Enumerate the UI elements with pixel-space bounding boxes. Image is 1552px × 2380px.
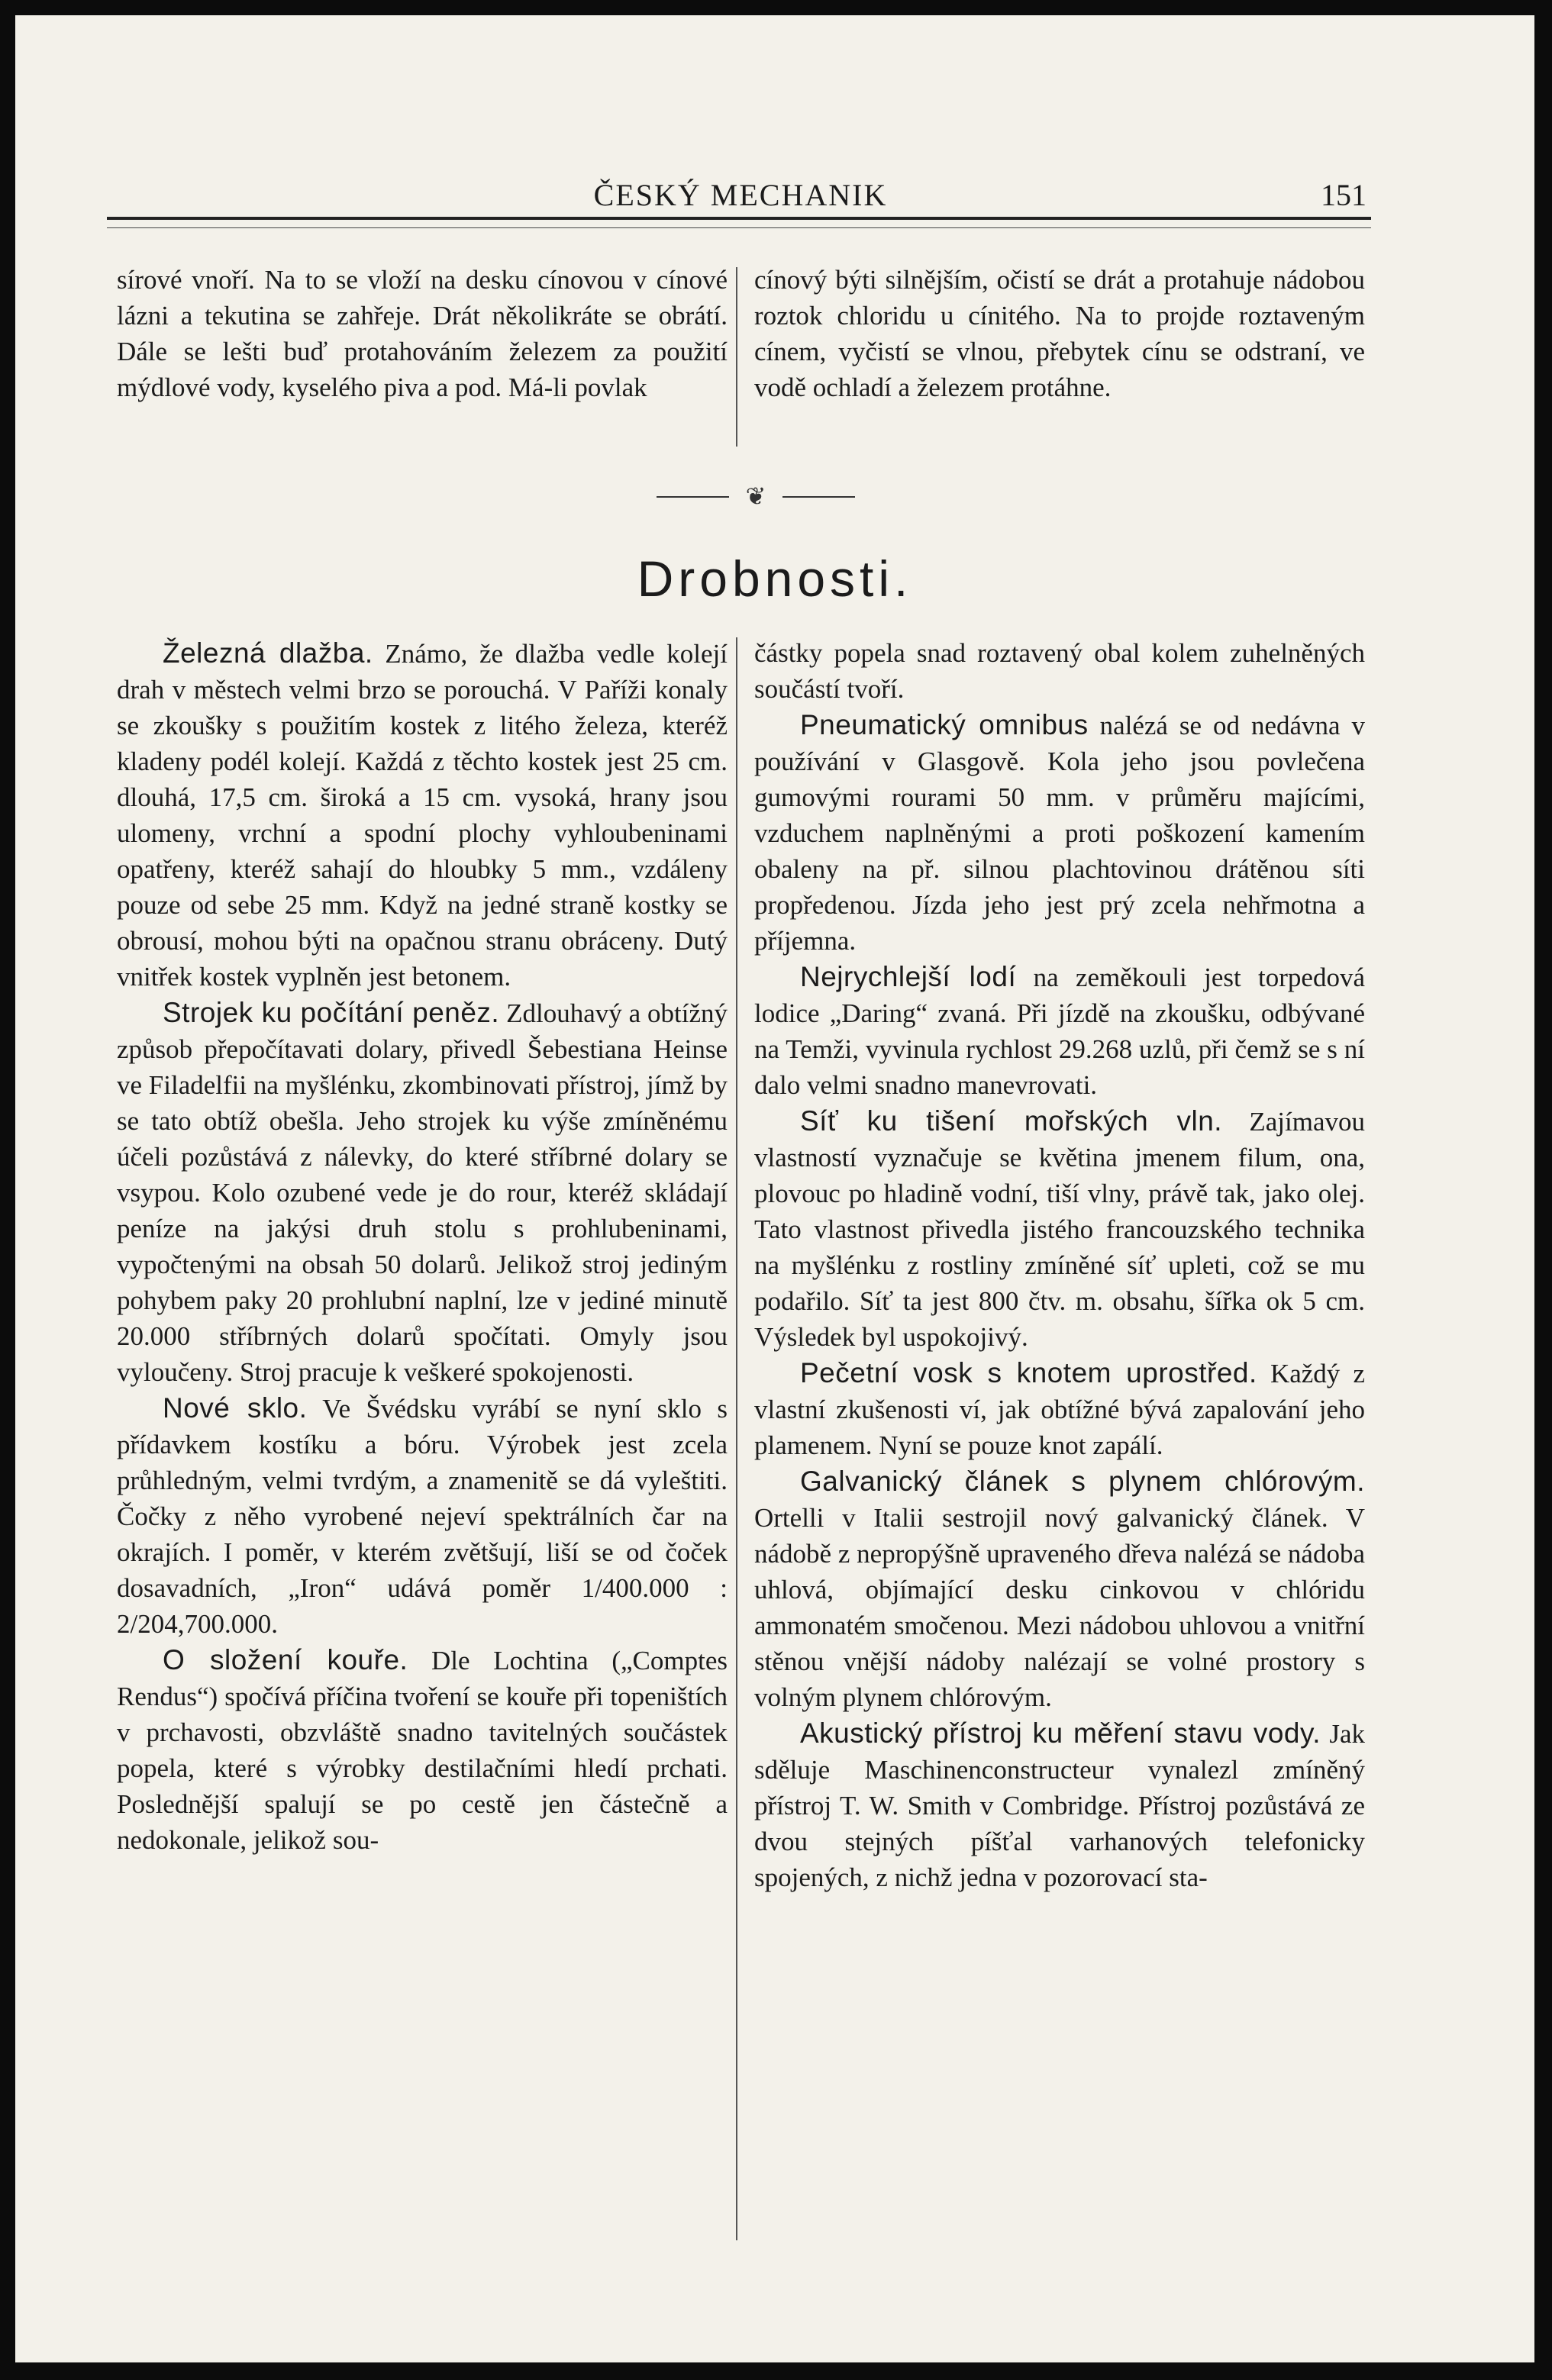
article-nove-sklo bbox=[117, 1390, 728, 1642]
article-text: Zajímavou vlastností vyznačuje se květina jmenem filum, ona, plovouc po hladině vodní, tiší vlny, právě tak, jako olej. Tato vlastnost přivedla jistého francouzského technika na myšlénku z rostliny zmíněné síť upleti, což se mu podařilo. Síť ta jest 800 čtv. m. obsahu, šířka ok 5 cm. Výsledek byl uspokojivý. bbox=[754, 1107, 1366, 1352]
column-divider-top bbox=[736, 267, 737, 447]
article-text: Ve Švédsku vyrábí se nyní sklo s přídavkem kostíku a bóru. Výrobek jest zcela průhledným, velmi tvrdým, a znamenitě se dá vyleštiti. Čočky z něho vyrobené nejeví spektrálních čar na okrajích. I poměr, v kterém zvětšují, liší se od čoček dosavadních, „Iron“ udává poměr 1/400.000 : 2/204,700.000. bbox=[117, 1394, 728, 1639]
article-text: Zdlouhavý a obtížný způsob přepočítavati dolary, přivedl Šebestiana Heinse ve Filadelfii na myšlénku, zkombinovati přístroj, jímž by se tato obtíž obešla. Jeho strojek ku výše zmíněnému účeli pozůstává z nálevky, do které stříbrné dolary se vsypou. Kolo ozubené vede je do rour, kteréž skládají peníze na jakýsi druh stolu s prohlubeninami, vypočtenými na obsah 50 dolarů. Jelikož stroj jediným pohybem paky 20 prohlubní naplní, lze v jediné minutě 20.000 stříbrných dolarů spočítati. Omyly jsou vyloučeny. Stroj pracuje k veškeré spokojenosti. bbox=[117, 998, 728, 1387]
ornament-divider: ❦ bbox=[657, 481, 855, 511]
header-rule-thin bbox=[107, 227, 1371, 228]
column-divider-main bbox=[736, 637, 737, 2240]
article-slozeni-koure bbox=[117, 1642, 728, 1858]
article-heading: Galvanický článek s plynem chlórovým. bbox=[800, 1466, 1365, 1497]
right-column bbox=[754, 635, 1365, 1895]
article-akusticky-pristroj bbox=[754, 1715, 1365, 1895]
article-text: částky popela snad roztavený obal kolem zuhelněných součástí tvoří. bbox=[754, 638, 1365, 704]
continued-text-left: sírové vnoří. Na to se vloží na desku cínovou v cínové lázni a tekutina se zahřeje. Drát několikráte se obrátí. Dále se lešti buď protahováním železem za použití mýdlové vody, kyselého piva a pod. Má-li povlak bbox=[117, 265, 728, 402]
article-text: nalézá se od nedávna v používání v Glasgově. Kola jeho jsou povlečena gumovými rourami 50 mm. v průměru majícími, vzduchem naplněnými a proti poškození kamením obaleny na př. silnou plachtovinou drátěnou síti propředenou. Jízda jeho jest prý zcela nehřmotna a příjemna. bbox=[754, 711, 1365, 956]
article-heading: O složení kouře. bbox=[163, 1644, 408, 1675]
article-pneumaticky-omnibus bbox=[754, 707, 1365, 959]
journal-title: ČESKÝ MECHANIK bbox=[593, 178, 888, 212]
page bbox=[15, 15, 1534, 2362]
article-heading: Železná dlažba. bbox=[163, 637, 373, 669]
article-heading: Nejrychlejší lodí bbox=[800, 961, 1017, 992]
article-galvanicky-clanek bbox=[754, 1463, 1365, 1715]
article-pecetni-vosk bbox=[754, 1355, 1365, 1463]
article-sit-vln bbox=[754, 1103, 1365, 1355]
article-zelezna-dlazba bbox=[117, 635, 728, 995]
article-heading: Pneumatický omnibus bbox=[800, 709, 1089, 740]
article-text: Jak sděluje Maschinenconstructeur vynalezl zmíněný přístroj T. W. Smith v Combridge. Přístroj pozůstává ze dvou stejných píšťal varhanových telefonicky spojených, z nichž jedna v pozorovací sta- bbox=[754, 1719, 1366, 1892]
header-rule bbox=[107, 217, 1371, 220]
article-heading: Pečetní vosk s knotem uprostřed. bbox=[800, 1357, 1257, 1388]
article-text: Známo, že dlažba vedle kolejí drah v městech velmi brzo se porouchá. V Paříži konaly se zkoušky s použitím kostek z litého železa, kteréž kladeny podél kolejí. Každá z těchto kostek jest 25 cm. dlouhá, 17,5 cm. široká a 15 cm. vysoká, hrany jsou ulomeny, vrchní a spodní plochy vyhloubeninami opatřeny, kteréž sahají do hloubky 5 mm., vzdáleny pouze od sebe 25 mm. Když na jedné straně kostky se obrousí, mohou býti na opačnou stranu obráceny. Dutý vnitřek kostek vyplněn jest betonem. bbox=[117, 639, 728, 992]
top-right-column bbox=[754, 262, 1365, 405]
article-strojek bbox=[117, 995, 728, 1390]
article-text: Ortelli v Italii sestrojil nový galvanický článek. V nádobě z nepropýšně upraveného dřeva nalézá se nádoba uhlová, objímající desku cinkovou v chlóridu ammonatém smočenou. Mezi nádobou uhlovou a vnitřní stěnou vnější nádoby nalézají se volné prostory s volným plynem chlórovým. bbox=[754, 1503, 1365, 1712]
page-number: 151 bbox=[1321, 178, 1366, 212]
article-heading: Nové sklo. bbox=[163, 1392, 308, 1424]
top-left-column bbox=[117, 262, 728, 405]
article-heading: Síť ku tišení mořských vln. bbox=[800, 1105, 1223, 1137]
left-column bbox=[117, 635, 728, 1858]
article-heading: Akustický přístroj ku měření stavu vody. bbox=[800, 1717, 1321, 1749]
running-head bbox=[115, 177, 1366, 215]
article-text: Každý z vlastní zkušenosti ví, jak obtížné bývá zapalování jeho plamenem. Nyní se pouze knot zapálí. bbox=[754, 1359, 1366, 1460]
article-continuation bbox=[754, 635, 1365, 707]
article-text: na zeměkouli jest torpedová lodice „Daring“ zvaná. Při jízdě na zkoušku, odbývané na Temži, vyvinula rychlost 29.268 uzlů, při čemž se s ní dalo velmi snadno manevrovati. bbox=[754, 963, 1365, 1100]
article-text: Dle Lochtina („Comptes Rendus“) spočívá příčina tvoření se kouře při topeništích v prchavosti, obzvláště snadno tavitelných součástek popela, které s výrobky destilačními hledí prchati. Poslednější spalují se po cestě jen částečně a nedokonale, jelikož sou- bbox=[117, 1646, 728, 1855]
continued-text-right: cínový býti silnějším, očistí se drát a protahuje nádobou roztok chloridu u cínitého. Na to projde roztaveným cínem, vyčistí se vlnou, přebytek cínu se odstraní, ve vodě ochladí a železem protáhne. bbox=[754, 265, 1365, 402]
article-nejrychlejsi-lodi bbox=[754, 959, 1365, 1103]
article-heading: Strojek ku počítání peněz. bbox=[163, 997, 500, 1028]
section-title: Drobnosti. bbox=[637, 550, 913, 607]
